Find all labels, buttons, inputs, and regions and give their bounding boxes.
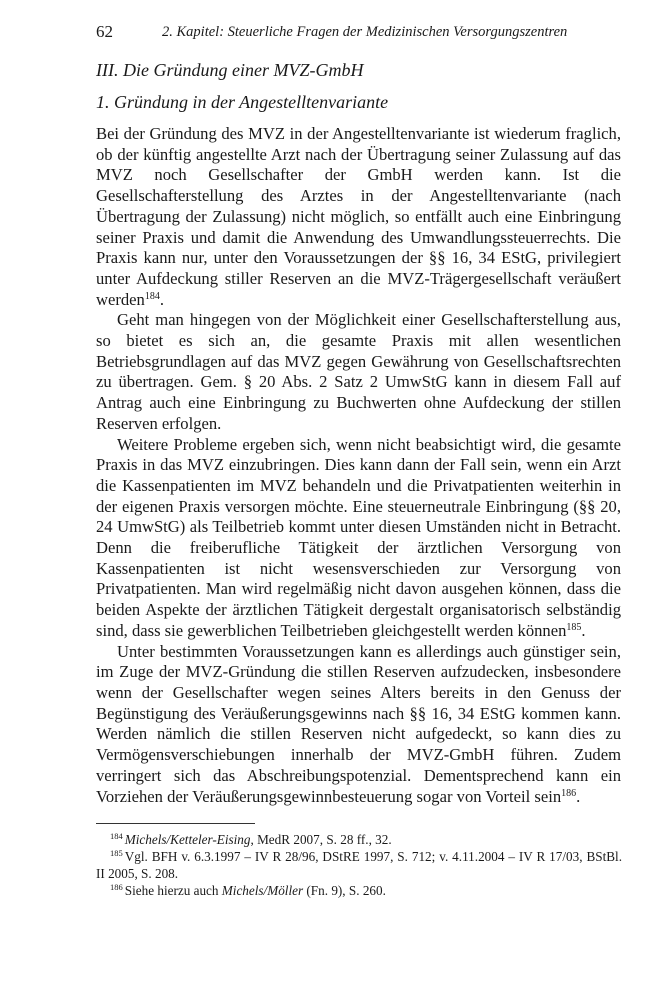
- paragraph-text: Unter bestimmten Voraussetzungen kann es allerdings auch günstiger sein, im Zuge der MVZ-Gründung die stillen Reserven aufzudecken, insbesondere wenn der Gesellschafter wegen seines Alters bereits in den Genuss der Begünstigung des Veräußerungsgewinns nach §§ 16, 34 EStG kommen kann. Werden nämlich die stillen Reserven nicht aufgedeckt, so kann dies zu Vermögensverschiebungen innerhalb der MVZ-GmbH führen. Zudem verringert sich das Abschreibungspotenzial. Dementsprechend kann ein Vorziehen der Veräußerungsgewinnbesteuerung sogar von Vorteil sein: [96, 641, 621, 806]
- footnote-citation: , MedR 2007, S. 28 ff., 32.: [250, 832, 392, 847]
- paragraph: [96, 124, 621, 310]
- subsection-heading: 1. Gründung in der Angestelltenvariante: [96, 92, 389, 112]
- footnote-author: Michels/Möller: [221, 883, 304, 898]
- footnote-184: [96, 831, 622, 848]
- running-head: 2. Kapitel: Steuerliche Fragen der Medizinischen Versorgungszentren: [162, 24, 568, 40]
- paragraph-text: Bei der Gründung des MVZ in der Angestelltenvariante ist wiederum fraglich, ob der künftig angestellte Arzt nach der Übertragung seiner Zulassung auf das MVZ noch Gesellschafter der GmbH werden kann. Ist die Gesellschafterstellung des Arztes in der Angestelltenvariante (nach Übertragung der Zulassung) nicht möglich, so entfällt auch eine Einbringung seiner Praxis und damit die Anwendung des Umwandlungssteuerrechts. Die Praxis kann nur, unter den Voraussetzungen der §§ 16, 34 EStG, privilegiert unter Aufdeckung stiller Reserven an die MVZ-Trägergesellschaft veräußert werden: [96, 124, 621, 309]
- footnotes: [96, 831, 622, 899]
- footnote-citation: Vgl. BFH v. 6.3.1997 – IV R 28/96, DStRE 1997, S. 712; v. 4.11.2004 – IV R 17/03, BStBl. II 2005, S. 208.: [96, 849, 622, 881]
- paragraph-end: .: [576, 786, 581, 806]
- footnote-citation: (Fn. 9), S. 260.: [303, 883, 386, 898]
- paragraph: Geht man hingegen von der Möglichkeit einer Gesellschafterstellung aus, so bietet es sich an, die gesamte Praxis mit allen wesentlichen Betriebsgrundlagen auf das MVZ gegen Gewährung von Gesellschaftsrechten zu übertragen. Gem. § 20 Abs. 2 Satz 2 UmwStG kann in diesem Fall auf Antrag auch eine Einbringung zu Buchwerten ohne Aufdeckung der stillen Reserven erfolgen.: [96, 310, 621, 433]
- footnote-number: 186: [110, 882, 123, 892]
- footnote-ref[interactable]: 184: [144, 290, 160, 302]
- footnote-number: 185: [110, 848, 123, 858]
- footnote-divider: [96, 823, 255, 824]
- page-number: 62: [96, 22, 113, 41]
- paragraph-end: .: [159, 289, 164, 309]
- body-text: [96, 124, 621, 807]
- footnote-186: [96, 882, 622, 899]
- section-heading: III. Die Gründung einer MVZ-GmbH: [96, 60, 364, 80]
- footnote-number: 184: [110, 831, 123, 841]
- footnote-prefix: Siehe hierzu auch: [124, 883, 222, 898]
- footnote-ref[interactable]: 185: [566, 621, 582, 633]
- paragraph-text: Weitere Probleme ergeben sich, wenn nicht beabsichtigt wird, die gesamte Praxis in das MVZ einzubringen. Dies kann dann der Fall sein, wenn ein Arzt die Kassenpatienten im MVZ behandeln und die Privatpatienten weiterhin in der eigenen Praxis versorgen möchte. Eine steuerneutrale Einbringung (§§ 20, 24 UmwStG) als Teilbetrieb kommt unter diesen Umständen nicht in Betracht. Denn die freiberufliche Tätigkeit der ärztlichen Versorgung von Kassenpatienten ist nicht wesensverschieden zur Versorgung von Privatpatienten. Man wird regelmäßig nicht davon ausgehen können, dass die beiden Aspekte der ärztlichen Tätigkeit dergestalt organisatorisch selbständig sind, dass sie gewerblichen Teilbetrieben gleichgestellt werden können: [96, 434, 621, 640]
- paragraph-end: .: [581, 620, 586, 640]
- footnote-author: Michels/Ketteler-Eising: [124, 832, 251, 847]
- footnote-ref[interactable]: 186: [561, 787, 577, 799]
- paragraph: [96, 642, 621, 808]
- page-header: [96, 22, 620, 42]
- paragraph: [96, 435, 621, 642]
- footnote-185: [96, 848, 622, 882]
